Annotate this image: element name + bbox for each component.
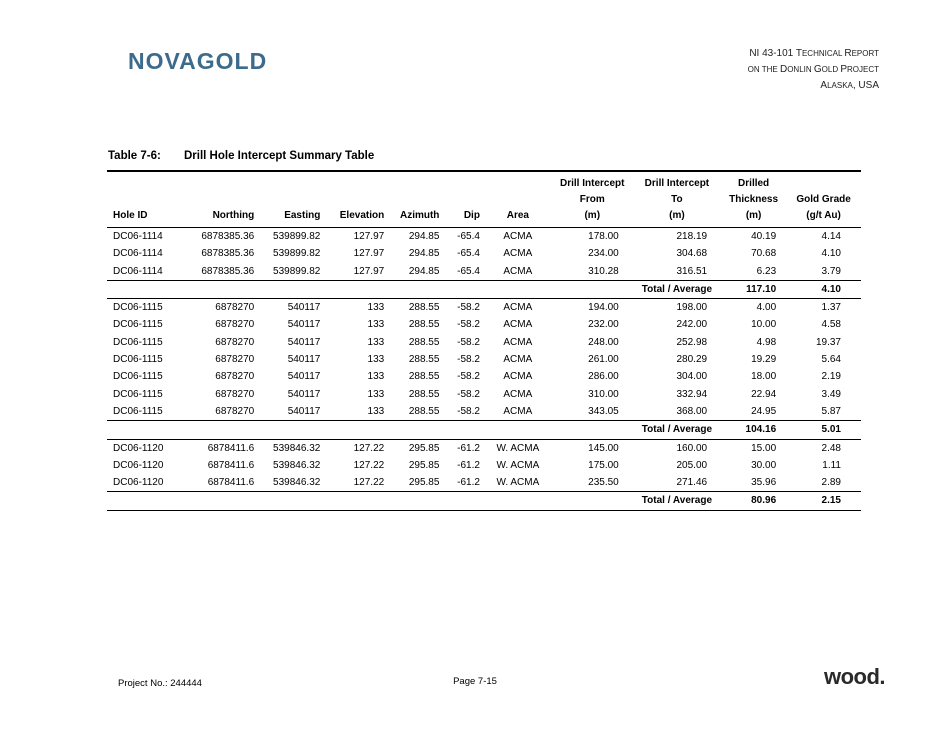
cell-dip: -58.2 <box>457 388 480 400</box>
cell-northing: 6878270 <box>215 319 255 331</box>
report-title-line: NI 43-101 TECHNICAL REPORT <box>749 48 879 59</box>
table-header-row <box>107 171 861 228</box>
cell-to: 332.94 <box>676 388 708 400</box>
table-number: Table 7-6: <box>108 150 161 162</box>
empty-cell <box>388 421 443 439</box>
cell-easting: 540117 <box>287 302 321 314</box>
col-northing: Northing <box>182 171 258 228</box>
table-row <box>107 263 861 281</box>
cell-thickness: 35.96 <box>751 477 777 489</box>
col-gold-grade: Gold Grade (g/t Au) <box>786 171 861 228</box>
empty-cell <box>552 421 633 439</box>
cell-elevation: 127.97 <box>353 248 385 260</box>
cell-grade: 5.87 <box>821 405 841 417</box>
cell-to: 218.19 <box>676 231 708 242</box>
col-elevation: Elevation <box>324 171 388 228</box>
cell-northing: 6878270 <box>215 388 255 400</box>
cell-easting: 540117 <box>287 371 321 383</box>
empty-cell <box>107 421 182 439</box>
cell-easting: 539899.82 <box>273 265 321 277</box>
cell-easting: 540117 <box>287 336 321 348</box>
cell-azimuth: 288.55 <box>408 354 440 366</box>
cell-thickness: 22.94 <box>751 388 777 400</box>
empty-cell <box>443 492 484 510</box>
empty-cell <box>324 280 388 298</box>
empty-cell <box>258 421 324 439</box>
cell-from: 234.00 <box>588 248 619 260</box>
cell-hole-id: DC06-1120 <box>113 477 164 489</box>
cell-thickness: 4.98 <box>756 336 777 348</box>
cell-grade: 4.58 <box>821 319 841 331</box>
cell-easting: 540117 <box>287 354 321 366</box>
cell-thickness: 15.00 <box>751 442 777 454</box>
cell-area: ACMA <box>503 319 533 331</box>
cell-thickness: 70.68 <box>751 248 777 260</box>
cell-grade: 2.19 <box>821 371 841 383</box>
cell-area: ACMA <box>503 265 533 277</box>
cell-area: ACMA <box>503 405 533 417</box>
empty-cell <box>107 280 182 298</box>
empty-cell <box>552 280 633 298</box>
cell-from: 232.00 <box>588 319 619 331</box>
cell-azimuth: 288.55 <box>408 388 440 400</box>
cell-thickness: 18.00 <box>751 371 777 383</box>
cell-easting: 539846.32 <box>273 477 321 489</box>
col-hole-id: Hole ID <box>107 171 182 228</box>
cell-thickness: 30.00 <box>751 459 777 471</box>
cell-area: W. ACMA <box>496 442 540 454</box>
cell-northing: 6878270 <box>215 336 255 348</box>
cell-hole-id: DC06-1115 <box>113 405 163 417</box>
report-project-line: ON THE DONLIN GOLD PROJECT <box>747 64 879 75</box>
cell-easting: 539846.32 <box>273 459 321 471</box>
cell-azimuth: 288.55 <box>408 336 440 348</box>
cell-northing: 6878411.6 <box>207 477 255 489</box>
cell-hole-id: DC06-1115 <box>113 319 163 331</box>
total-row <box>107 492 861 510</box>
cell-area: W. ACMA <box>496 477 540 489</box>
cell-elevation: 133 <box>367 354 385 366</box>
cell-hole-id: DC06-1114 <box>113 231 163 242</box>
cell-dip: -58.2 <box>457 319 480 331</box>
cell-dip: -58.2 <box>457 354 480 366</box>
cell-thickness: 10.00 <box>751 319 777 331</box>
empty-cell <box>388 492 443 510</box>
cell-elevation: 127.22 <box>353 442 385 454</box>
cell-elevation: 127.97 <box>353 265 385 277</box>
drill-hole-intercept-table <box>107 170 861 511</box>
cell-area: ACMA <box>503 354 533 366</box>
cell-grade: 19.37 <box>815 336 841 348</box>
empty-cell <box>443 421 484 439</box>
col-intercept-to: Drill Intercept To (m) <box>633 171 721 228</box>
empty-cell <box>324 492 388 510</box>
cell-northing: 6878270 <box>215 354 255 366</box>
cell-from: 248.00 <box>588 336 619 348</box>
table-row <box>107 351 861 368</box>
cell-northing: 6878270 <box>215 371 255 383</box>
col-dip: Dip <box>443 171 484 228</box>
novagold-logo: NOVAGOLD <box>128 48 268 74</box>
cell-area: ACMA <box>503 248 533 260</box>
cell-grade: 1.37 <box>821 302 841 314</box>
cell-hole-id: DC06-1114 <box>113 248 163 260</box>
cell-azimuth: 295.85 <box>408 477 440 489</box>
cell-area: ACMA <box>503 388 533 400</box>
cell-azimuth: 295.85 <box>408 442 440 454</box>
cell-grade: 4.10 <box>821 248 841 260</box>
cell-from: 175.00 <box>588 459 619 471</box>
cell-grade: 4.14 <box>821 231 841 242</box>
cell-elevation: 133 <box>367 302 385 314</box>
cell-azimuth: 288.55 <box>408 319 440 331</box>
col-intercept-from: Drill Intercept From (m) <box>552 171 633 228</box>
empty-cell <box>552 492 633 510</box>
cell-to: 304.00 <box>676 371 708 383</box>
cell-to: 271.46 <box>676 477 708 489</box>
total-label: Total / Average <box>633 421 721 439</box>
empty-cell <box>182 280 258 298</box>
cell-elevation: 133 <box>367 405 385 417</box>
table-row <box>107 457 861 474</box>
cell-azimuth: 288.55 <box>408 405 440 417</box>
cell-northing: 6878385.36 <box>201 248 255 260</box>
total-grade: 2.15 <box>786 492 861 510</box>
cell-to: 304.68 <box>676 248 708 260</box>
cell-azimuth: 288.55 <box>408 302 440 314</box>
total-row <box>107 421 861 439</box>
empty-cell <box>443 280 484 298</box>
table-title: Drill Hole Intercept Summary Table <box>184 150 375 162</box>
total-thickness: 80.96 <box>721 492 786 510</box>
cell-to: 160.00 <box>676 442 708 454</box>
cell-from: 261.00 <box>588 354 619 366</box>
cell-hole-id: DC06-1115 <box>113 336 163 348</box>
wood-logo: wood. <box>824 664 886 689</box>
empty-cell <box>484 421 552 439</box>
footer-project-number: Project No.: 244444 <box>118 678 202 689</box>
cell-to: 205.00 <box>676 459 708 471</box>
cell-elevation: 133 <box>367 336 385 348</box>
col-drilled-thickness: Drilled Thickness (m) <box>721 171 786 228</box>
empty-cell <box>182 492 258 510</box>
report-header <box>748 46 879 94</box>
table-row <box>107 245 861 262</box>
table-row <box>107 403 861 421</box>
cell-hole-id: DC06-1115 <box>113 388 163 400</box>
cell-area: ACMA <box>503 302 533 314</box>
cell-easting: 539899.82 <box>273 248 321 260</box>
table-row <box>107 439 861 457</box>
cell-dip: -58.2 <box>457 405 480 417</box>
empty-cell <box>182 421 258 439</box>
table-row <box>107 299 861 317</box>
cell-easting: 539899.82 <box>273 231 321 242</box>
footer-page-number: Page 7-15 <box>453 676 497 687</box>
cell-grade: 5.64 <box>821 354 841 366</box>
cell-from: 310.00 <box>588 388 619 400</box>
empty-cell <box>388 280 443 298</box>
col-azimuth: Azimuth <box>388 171 443 228</box>
table-row <box>107 474 861 492</box>
cell-thickness: 4.00 <box>756 302 777 314</box>
cell-from: 235.50 <box>588 477 619 489</box>
cell-from: 310.28 <box>588 265 619 277</box>
cell-grade: 1.11 <box>822 459 841 471</box>
table-row <box>107 386 861 403</box>
cell-dip: -61.2 <box>457 459 480 471</box>
cell-northing: 6878411.6 <box>207 442 255 454</box>
table-row <box>107 368 861 385</box>
cell-elevation: 127.22 <box>353 459 385 471</box>
cell-from: 286.00 <box>588 371 619 383</box>
cell-northing: 6878270 <box>215 302 255 314</box>
table-row <box>107 334 861 351</box>
total-label: Total / Average <box>633 280 721 298</box>
cell-elevation: 133 <box>367 319 385 331</box>
cell-area: ACMA <box>503 231 533 242</box>
cell-dip: -65.4 <box>457 265 480 277</box>
empty-cell <box>258 492 324 510</box>
cell-elevation: 127.22 <box>353 477 385 489</box>
table-row <box>107 316 861 333</box>
cell-hole-id: DC06-1114 <box>113 265 163 277</box>
table-caption <box>108 150 374 162</box>
cell-hole-id: DC06-1115 <box>113 354 163 366</box>
cell-to: 242.00 <box>676 319 708 331</box>
table-row <box>107 228 861 246</box>
cell-thickness: 40.19 <box>751 231 777 242</box>
cell-dip: -61.2 <box>457 442 480 454</box>
cell-northing: 6878411.6 <box>207 459 255 471</box>
col-area: Area <box>484 171 552 228</box>
empty-cell <box>107 492 182 510</box>
cell-thickness: 24.95 <box>751 405 777 417</box>
total-grade: 4.10 <box>786 280 861 298</box>
cell-grade: 3.79 <box>821 265 841 277</box>
total-label: Total / Average <box>633 492 721 510</box>
report-location-line: ALASKA, USA <box>820 80 879 91</box>
cell-from: 194.00 <box>588 302 619 314</box>
cell-easting: 539846.32 <box>273 442 321 454</box>
cell-to: 280.29 <box>676 354 708 366</box>
cell-dip: -58.2 <box>457 336 480 348</box>
empty-cell <box>324 421 388 439</box>
cell-from: 145.00 <box>588 442 619 454</box>
cell-northing: 6878385.36 <box>201 265 255 277</box>
cell-to: 316.51 <box>676 265 708 277</box>
cell-grade: 2.89 <box>821 477 841 489</box>
cell-azimuth: 294.85 <box>408 231 440 242</box>
cell-azimuth: 294.85 <box>408 248 440 260</box>
cell-easting: 540117 <box>287 405 321 417</box>
total-grade: 5.01 <box>786 421 861 439</box>
cell-northing: 6878270 <box>215 405 255 417</box>
cell-azimuth: 288.55 <box>408 371 440 383</box>
cell-area: W. ACMA <box>496 459 540 471</box>
cell-to: 252.98 <box>676 336 708 348</box>
cell-dip: -65.4 <box>457 231 480 242</box>
cell-hole-id: DC06-1115 <box>113 302 163 314</box>
cell-dip: -65.4 <box>457 248 480 260</box>
cell-easting: 540117 <box>287 388 321 400</box>
cell-thickness: 19.29 <box>751 354 777 366</box>
empty-cell <box>484 492 552 510</box>
cell-azimuth: 294.85 <box>408 265 440 277</box>
empty-cell <box>258 280 324 298</box>
empty-cell <box>484 280 552 298</box>
cell-to: 368.00 <box>676 405 708 417</box>
cell-to: 198.00 <box>676 302 708 314</box>
cell-hole-id: DC06-1115 <box>113 371 163 383</box>
total-thickness: 117.10 <box>721 280 786 298</box>
cell-dip: -61.2 <box>457 477 480 489</box>
total-thickness: 104.16 <box>721 421 786 439</box>
cell-thickness: 6.23 <box>756 265 777 277</box>
cell-area: ACMA <box>503 371 533 383</box>
cell-elevation: 127.97 <box>353 231 385 242</box>
cell-easting: 540117 <box>287 319 321 331</box>
cell-elevation: 133 <box>367 371 385 383</box>
total-row <box>107 280 861 298</box>
cell-grade: 3.49 <box>821 388 841 400</box>
cell-dip: -58.2 <box>457 371 480 383</box>
cell-hole-id: DC06-1120 <box>113 442 164 454</box>
cell-elevation: 133 <box>367 388 385 400</box>
cell-from: 343.05 <box>588 405 619 417</box>
cell-from: 178.00 <box>588 231 619 242</box>
cell-hole-id: DC06-1120 <box>113 459 164 471</box>
cell-azimuth: 295.85 <box>408 459 440 471</box>
cell-area: ACMA <box>503 336 533 348</box>
cell-grade: 2.48 <box>821 442 841 454</box>
cell-northing: 6878385.36 <box>201 231 255 242</box>
cell-dip: -58.2 <box>457 302 480 314</box>
table-body <box>107 228 861 511</box>
col-easting: Easting <box>258 171 324 228</box>
